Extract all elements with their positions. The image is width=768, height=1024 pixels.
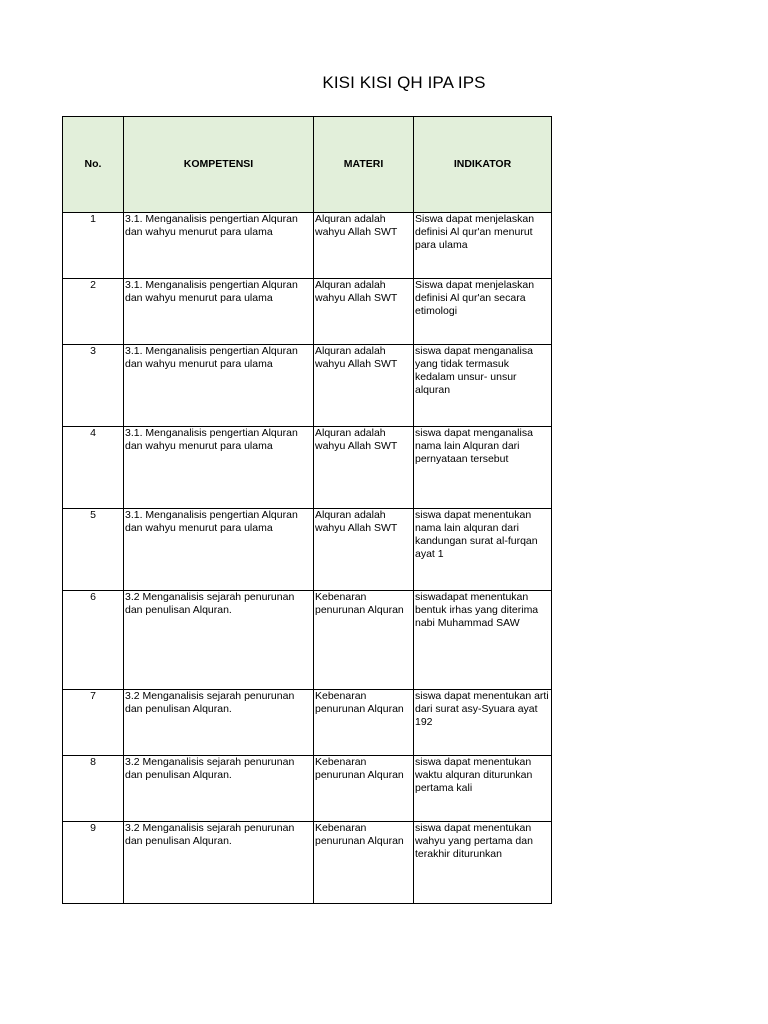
row-kompetensi: 3.2 Menganalisis sejarah penurunan dan penulisan Alquran.: [124, 822, 314, 904]
row-kompetensi: 3.1. Menganalisis pengertian Alquran dan wahyu menurut para ulama: [124, 279, 314, 345]
table-row: [63, 279, 552, 345]
row-no: 4: [63, 427, 124, 509]
table-row: [63, 690, 552, 756]
table-header-row: [63, 117, 552, 213]
row-kompetensi: 3.1. Menganalisis pengertian Alquran dan wahyu menurut para ulama: [124, 509, 314, 591]
row-indikator: Siswa dapat menjelaskan definisi Al qur'an menurut para ulama: [414, 213, 552, 279]
kisi-table: [62, 116, 552, 904]
row-indikator: siswadapat menentukan bentuk irhas yang diterima nabi Muhammad SAW: [414, 591, 552, 690]
table-row: [63, 509, 552, 591]
document-title: KISI KISI QH IPA IPS: [322, 73, 486, 92]
row-kompetensi: 3.2 Menganalisis sejarah penurunan dan penulisan Alquran.: [124, 756, 314, 822]
row-no: 8: [63, 756, 124, 822]
row-no: 7: [63, 690, 124, 756]
header-no: No.: [63, 117, 124, 213]
row-indikator: siswa dapat menentukan nama lain alquran dari kandungan surat al-furqan ayat 1: [414, 509, 552, 591]
row-no: 2: [63, 279, 124, 345]
row-no: 5: [63, 509, 124, 591]
row-no: 1: [63, 213, 124, 279]
row-indikator: siswa dapat menganalisa yang tidak termasuk kedalam unsur- unsur alquran: [414, 345, 552, 427]
row-indikator: siswa dapat menentukan waktu alquran diturunkan pertama kali: [414, 756, 552, 822]
table-row: [63, 756, 552, 822]
row-materi: Alquran adalah wahyu Allah SWT: [314, 279, 414, 345]
row-materi: Kebenaran penurunan Alquran: [314, 591, 414, 690]
row-kompetensi: 3.1. Menganalisis pengertian Alquran dan wahyu menurut para ulama: [124, 213, 314, 279]
row-kompetensi: 3.1. Menganalisis pengertian Alquran dan wahyu menurut para ulama: [124, 345, 314, 427]
row-indikator: siswa dapat menganalisa nama lain Alquran dari pernyataan tersebut: [414, 427, 552, 509]
row-no: 6: [63, 591, 124, 690]
row-kompetensi: 3.2 Menganalisis sejarah penurunan dan penulisan Alquran.: [124, 591, 314, 690]
row-materi: Kebenaran penurunan Alquran: [314, 756, 414, 822]
row-no: 9: [63, 822, 124, 904]
row-materi: Alquran adalah wahyu Allah SWT: [314, 345, 414, 427]
row-materi: Alquran adalah wahyu Allah SWT: [314, 509, 414, 591]
row-no: 3: [63, 345, 124, 427]
header-kompetensi: KOMPETENSI: [124, 117, 314, 213]
table-row: [63, 345, 552, 427]
row-materi: Kebenaran penurunan Alquran: [314, 690, 414, 756]
row-materi: Alquran adalah wahyu Allah SWT: [314, 213, 414, 279]
table-row: [63, 591, 552, 690]
header-materi: MATERI: [314, 117, 414, 213]
row-materi: Kebenaran penurunan Alquran: [314, 822, 414, 904]
row-kompetensi: 3.1. Menganalisis pengertian Alquran dan wahyu menurut para ulama: [124, 427, 314, 509]
table-row: [63, 213, 552, 279]
row-indikator: siswa dapat menentukan wahyu yang pertama dan terakhir diturunkan: [414, 822, 552, 904]
row-kompetensi: 3.2 Menganalisis sejarah penurunan dan penulisan Alquran.: [124, 690, 314, 756]
header-indikator: INDIKATOR: [414, 117, 552, 213]
row-indikator: Siswa dapat menjelaskan definisi Al qur'an secara etimologi: [414, 279, 552, 345]
table-row: [63, 822, 552, 904]
row-materi: Alquran adalah wahyu Allah SWT: [314, 427, 414, 509]
table-row: [63, 427, 552, 509]
row-indikator: siswa dapat menentukan arti dari surat asy-Syuara ayat 192: [414, 690, 552, 756]
